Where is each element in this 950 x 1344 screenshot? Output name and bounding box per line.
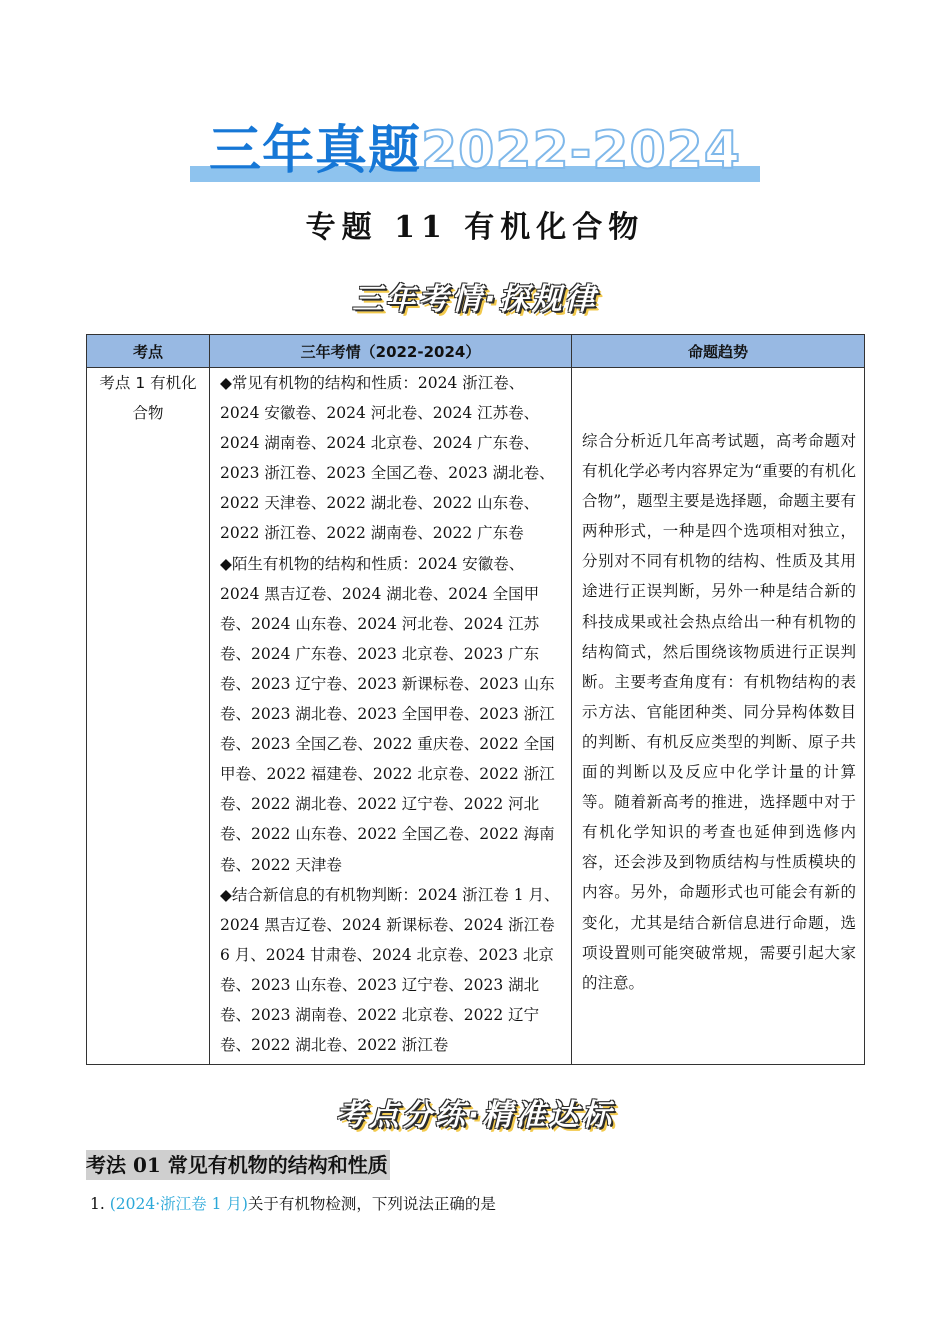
table-row — [87, 368, 865, 1065]
years-block-common: ◆常见有机物的结构和性质：2024 浙江卷、2024 安徽卷、2024 河北卷、2024 江苏卷、2024 湖南卷、2024 北京卷、2024 广东卷、2023 浙江卷、2023 全国乙卷、2023 湖北卷、2022 天津卷、2022 湖北卷、2022 山东卷、2022 浙江卷、2022 湖南卷、2022 广东卷 — [220, 374, 555, 543]
question-1 — [90, 1192, 496, 1216]
header-years: 三年考情（2022-2024） — [210, 335, 572, 368]
years-block-unfamiliar: ◆陌生有机物的结构和性质：2024 安徽卷、2024 黑吉辽卷、2024 湖北卷、2024 全国甲卷、2024 山东卷、2024 河北卷、2024 江苏卷、2024 广东卷、2023 北京卷、2023 广东卷、2023 辽宁卷、2023 新课标卷、2023 山东卷、2023 湖北卷、2023 全国甲卷、2023 浙江卷、2023 全国乙卷、2022 重庆卷、2022 全国甲卷、2022 福建卷、2022 北京卷、2022 浙江卷、2022 湖北卷、2022 辽宁卷、2022 河北卷、2022 山东卷、2022 全国乙卷、2022 海南卷、2022 天津卷 — [220, 554, 555, 874]
header-topic: 考点 — [87, 335, 210, 368]
section-title-exam-trends: 三年考情·探规律 — [352, 282, 598, 317]
section-title-practice: 考点分练·精准达标 — [335, 1098, 615, 1133]
banner-part-b: 2022-2024 — [420, 121, 742, 181]
topic-cell: 考点 1 有机化合物 — [87, 368, 210, 1065]
table-header-row — [87, 335, 865, 368]
question-stem: 关于有机物检测，下列说法正确的是 — [247, 1195, 496, 1213]
question-source: (2024·浙江卷 1 月) — [109, 1195, 248, 1213]
title-banner — [190, 118, 760, 184]
method-heading: 考法 01 常见有机物的结构和性质 — [86, 1150, 390, 1180]
banner-part-a: 三年真题 — [208, 121, 421, 181]
subject-title: 专题 11 有机化合物 — [305, 210, 645, 245]
question-number: 1. — [90, 1195, 105, 1213]
banner-text — [190, 120, 760, 182]
years-block-new-info: ◆结合新信息的有机物判断：2024 浙江卷 1 月、2024 黑吉辽卷、2024 新课标卷、2024 浙江卷 6 月、2024 甘肃卷、2024 北京卷、2023 北京卷、2023 山东卷、2023 辽宁卷、2023 湖北卷、2023 湖南卷、2022 北京卷、2022 辽宁卷、2022 湖北卷、2022 浙江卷 — [220, 885, 560, 1055]
years-cell — [210, 368, 572, 1065]
exam-analysis-table — [86, 334, 865, 1065]
trend-cell: 综合分析近几年高考试题，高考命题对有机化学必考内容界定为“重要的有机化合物”，题型主要是选择题，命题主要有两种形式，一种是四个选项相对独立，分别对不同有机物的结构、性质及其用途进行正误判断，另外一种是结合新的科技成果或社会热点给出一种有机物的结构简式，然后围绕该物质进行正误判断。主要考查角度有：有机物结构的表示方法、官能团种类、同分异构体数目的判断、有机反应类型的判断、原子共面的判断以及反应中化学计量的计算等。随着新高考的推进，选择题中对于有机化学知识的考查也延伸到选修内容，还会涉及到物质结构与性质模块的内容。另外，命题形式也可能会有新的变化，尤其是结合新信息进行命题，选项设置则可能突破常规，需要引起大家的注意。 — [572, 368, 865, 1065]
header-trend: 命题趋势 — [572, 335, 865, 368]
